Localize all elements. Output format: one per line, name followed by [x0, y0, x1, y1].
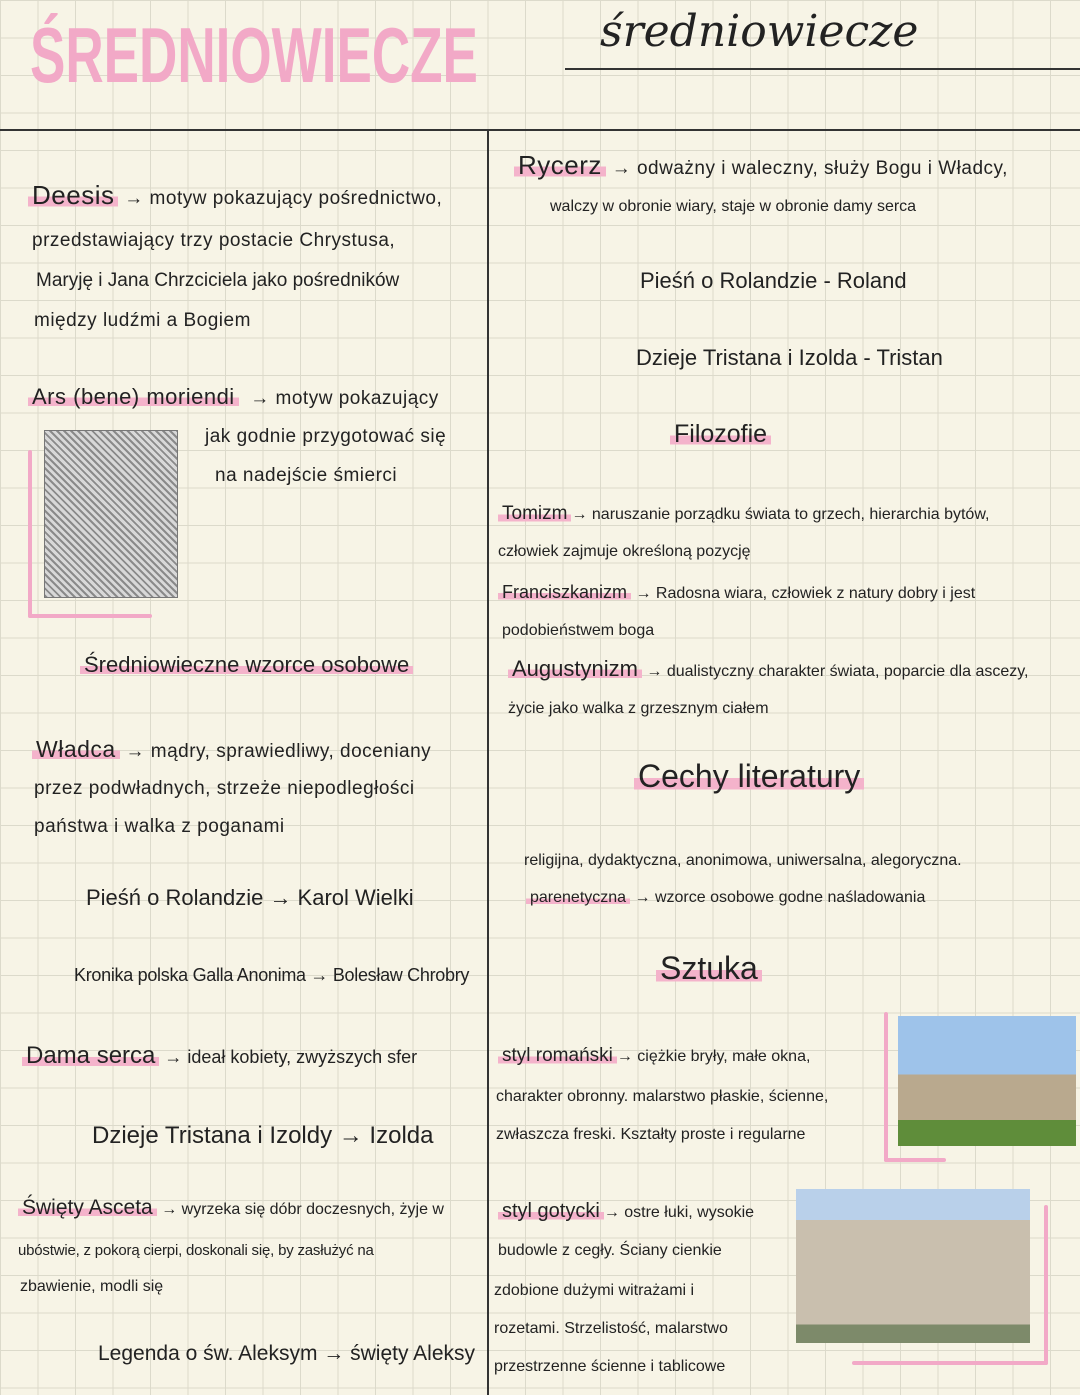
ars-line-2: jak godnie przygotować się	[205, 426, 447, 447]
tomizm-line-1	[498, 503, 989, 525]
decor-bar	[28, 614, 152, 618]
title-block-letters: ŚREDNIOWIECZE	[30, 11, 478, 99]
heading-text: Cechy literatury	[634, 758, 864, 794]
term-styl-gotycki: styl gotycki	[498, 1200, 604, 1222]
tomizm-line-2: człowiek zajmuje określoną pozycję	[498, 543, 751, 560]
ars-moriendi-woodcut-image	[44, 430, 178, 598]
term-franciszkanizm: Franciszkanizm	[498, 582, 631, 602]
gotycki-line-2: budowle z cegły. Ściany cienkie	[498, 1242, 722, 1259]
decor-bar	[1044, 1205, 1048, 1365]
ars-line-1	[28, 384, 439, 410]
text: → naruszanie porządku świata to grzech, hierarchia bytów,	[571, 506, 990, 523]
header-divider	[0, 129, 1080, 131]
piesn-karol: Pieśń o Rolandzie → Karol Wielki	[86, 885, 414, 910]
text: → motyw pokazujący pośrednictwo,	[124, 188, 443, 209]
term-dama-serca: Dama serca	[22, 1042, 159, 1069]
cechy-line-1: religijna, dydaktyczna, anonimowa, uniwersalna, alegoryczna.	[524, 852, 962, 869]
text: → mądry, sprawiedliwy, doceniany	[125, 741, 432, 762]
title-underline	[565, 68, 1080, 70]
term-rycerz: Rycerz	[514, 150, 606, 180]
title-script: średniowiecze	[600, 6, 919, 57]
romanesque-church-image	[898, 1016, 1076, 1146]
term-wladca: Władca	[32, 736, 120, 762]
term-swiety-asceta: Święty Asceta	[18, 1196, 157, 1219]
heading-wzorce	[80, 652, 413, 678]
gotycki-line-5: przestrzenne ścienne i tablicowe	[494, 1358, 726, 1375]
text: → ostre łuki, wysokie	[603, 1204, 755, 1221]
dzieje-tristan: Dzieje Tristana i Izolda - Tristan	[636, 345, 943, 370]
romanski-line-1	[498, 1045, 810, 1067]
asceta-line-2: ubóstwie, z pokorą cierpi, doskonali się, by zasłużyć na	[18, 1242, 374, 1259]
decor-bar	[852, 1361, 1048, 1365]
kronika-chrobry: Kronika polska Galla Anonima → Bolesław Chrobry	[74, 965, 470, 985]
dzieje-izolda: Dzieje Tristana i Izoldy → Izolda	[92, 1122, 434, 1149]
deesis-line-4: między ludźmi a Bogiem	[34, 310, 251, 331]
heading-text: Sztuka	[656, 950, 762, 986]
augustynizm-line-2: życie jako walka z grzesznym ciałem	[508, 700, 769, 717]
term-tomizm: Tomizm	[498, 503, 571, 524]
column-divider	[487, 129, 489, 1395]
text: → wyrzeka się dóbr doczesnych, żyje w	[161, 1201, 444, 1218]
heading-filozofie	[670, 420, 771, 449]
text: → dualistyczny charakter świata, poparcie dla ascezy,	[646, 663, 1029, 680]
wladca-line-3: państwa i walka z poganami	[34, 816, 285, 837]
term-styl-romanski: styl romański	[498, 1045, 617, 1066]
wladca-line-2: przez podwładnych, strzeże niepodległości	[34, 778, 415, 799]
romanski-line-2: charakter obronny. malarstwo płaskie, ścienne,	[496, 1088, 829, 1105]
decor-bar	[28, 450, 32, 618]
gotycki-line-4: rozetami. Strzelistość, malarstwo	[494, 1320, 728, 1337]
heading-text: Filozofie	[670, 420, 771, 448]
text: → motyw pokazujący	[250, 388, 439, 409]
text: → wzorce osobowe godne naśladowania	[634, 889, 926, 906]
franciszkanizm-line-1	[498, 582, 975, 603]
term-parenetyczna: parenetyczna	[526, 889, 630, 906]
augustynizm-line-1	[508, 656, 1029, 682]
heading-sztuka	[656, 950, 762, 987]
deesis-line-2: przedstawiający trzy postacie Chrystusa,	[32, 230, 396, 251]
gothic-cathedral-image	[796, 1189, 1030, 1343]
term-ars-moriendi: Ars (bene) moriendi	[28, 384, 239, 409]
text: → ideał kobiety, zwyższych sfer	[164, 1047, 418, 1067]
dama-line	[22, 1042, 417, 1070]
rycerz-line-2: walczy w obronie wiary, staje w obronie damy serca	[550, 198, 917, 215]
text: → odważny i waleczny, służy Bogu i Władcy,	[611, 158, 1008, 179]
legenda-aleksy: Legenda o św. Aleksym → święty Aleksy	[98, 1342, 476, 1365]
heading-text: Średniowieczne wzorce osobowe	[80, 652, 413, 677]
franciszkanizm-line-2: podobieństwem boga	[502, 622, 655, 639]
ars-line-3: na nadejście śmierci	[215, 465, 398, 486]
text: → ciężkie bryły, małe okna,	[616, 1048, 811, 1065]
gotycki-line-1	[498, 1200, 754, 1223]
gotycki-line-3: zdobione dużymi witrażami i	[494, 1282, 695, 1299]
deesis-line-3: Maryję i Jana Chrzciciela jako pośredników	[36, 270, 400, 291]
romanski-line-3: zwłaszcza freski. Kształty proste i regularne	[496, 1126, 806, 1143]
decor-bar	[884, 1012, 888, 1162]
text: → Radosna wiara, człowiek z natury dobry i jest	[635, 585, 976, 602]
rycerz-line-1	[514, 150, 1008, 181]
asceta-line-1	[18, 1196, 444, 1220]
cechy-line-2	[526, 889, 925, 907]
term-augustynizm: Augustynizm	[508, 656, 642, 681]
decor-bar	[884, 1158, 946, 1162]
deesis-line-1	[28, 180, 442, 211]
wladca-line-1	[32, 736, 431, 763]
heading-cechy-literatury	[634, 758, 864, 795]
piesn-roland: Pieśń o Rolandzie - Roland	[640, 268, 907, 293]
asceta-line-3: zbawienie, modli się	[20, 1278, 164, 1295]
term-deesis: Deesis	[28, 180, 118, 210]
